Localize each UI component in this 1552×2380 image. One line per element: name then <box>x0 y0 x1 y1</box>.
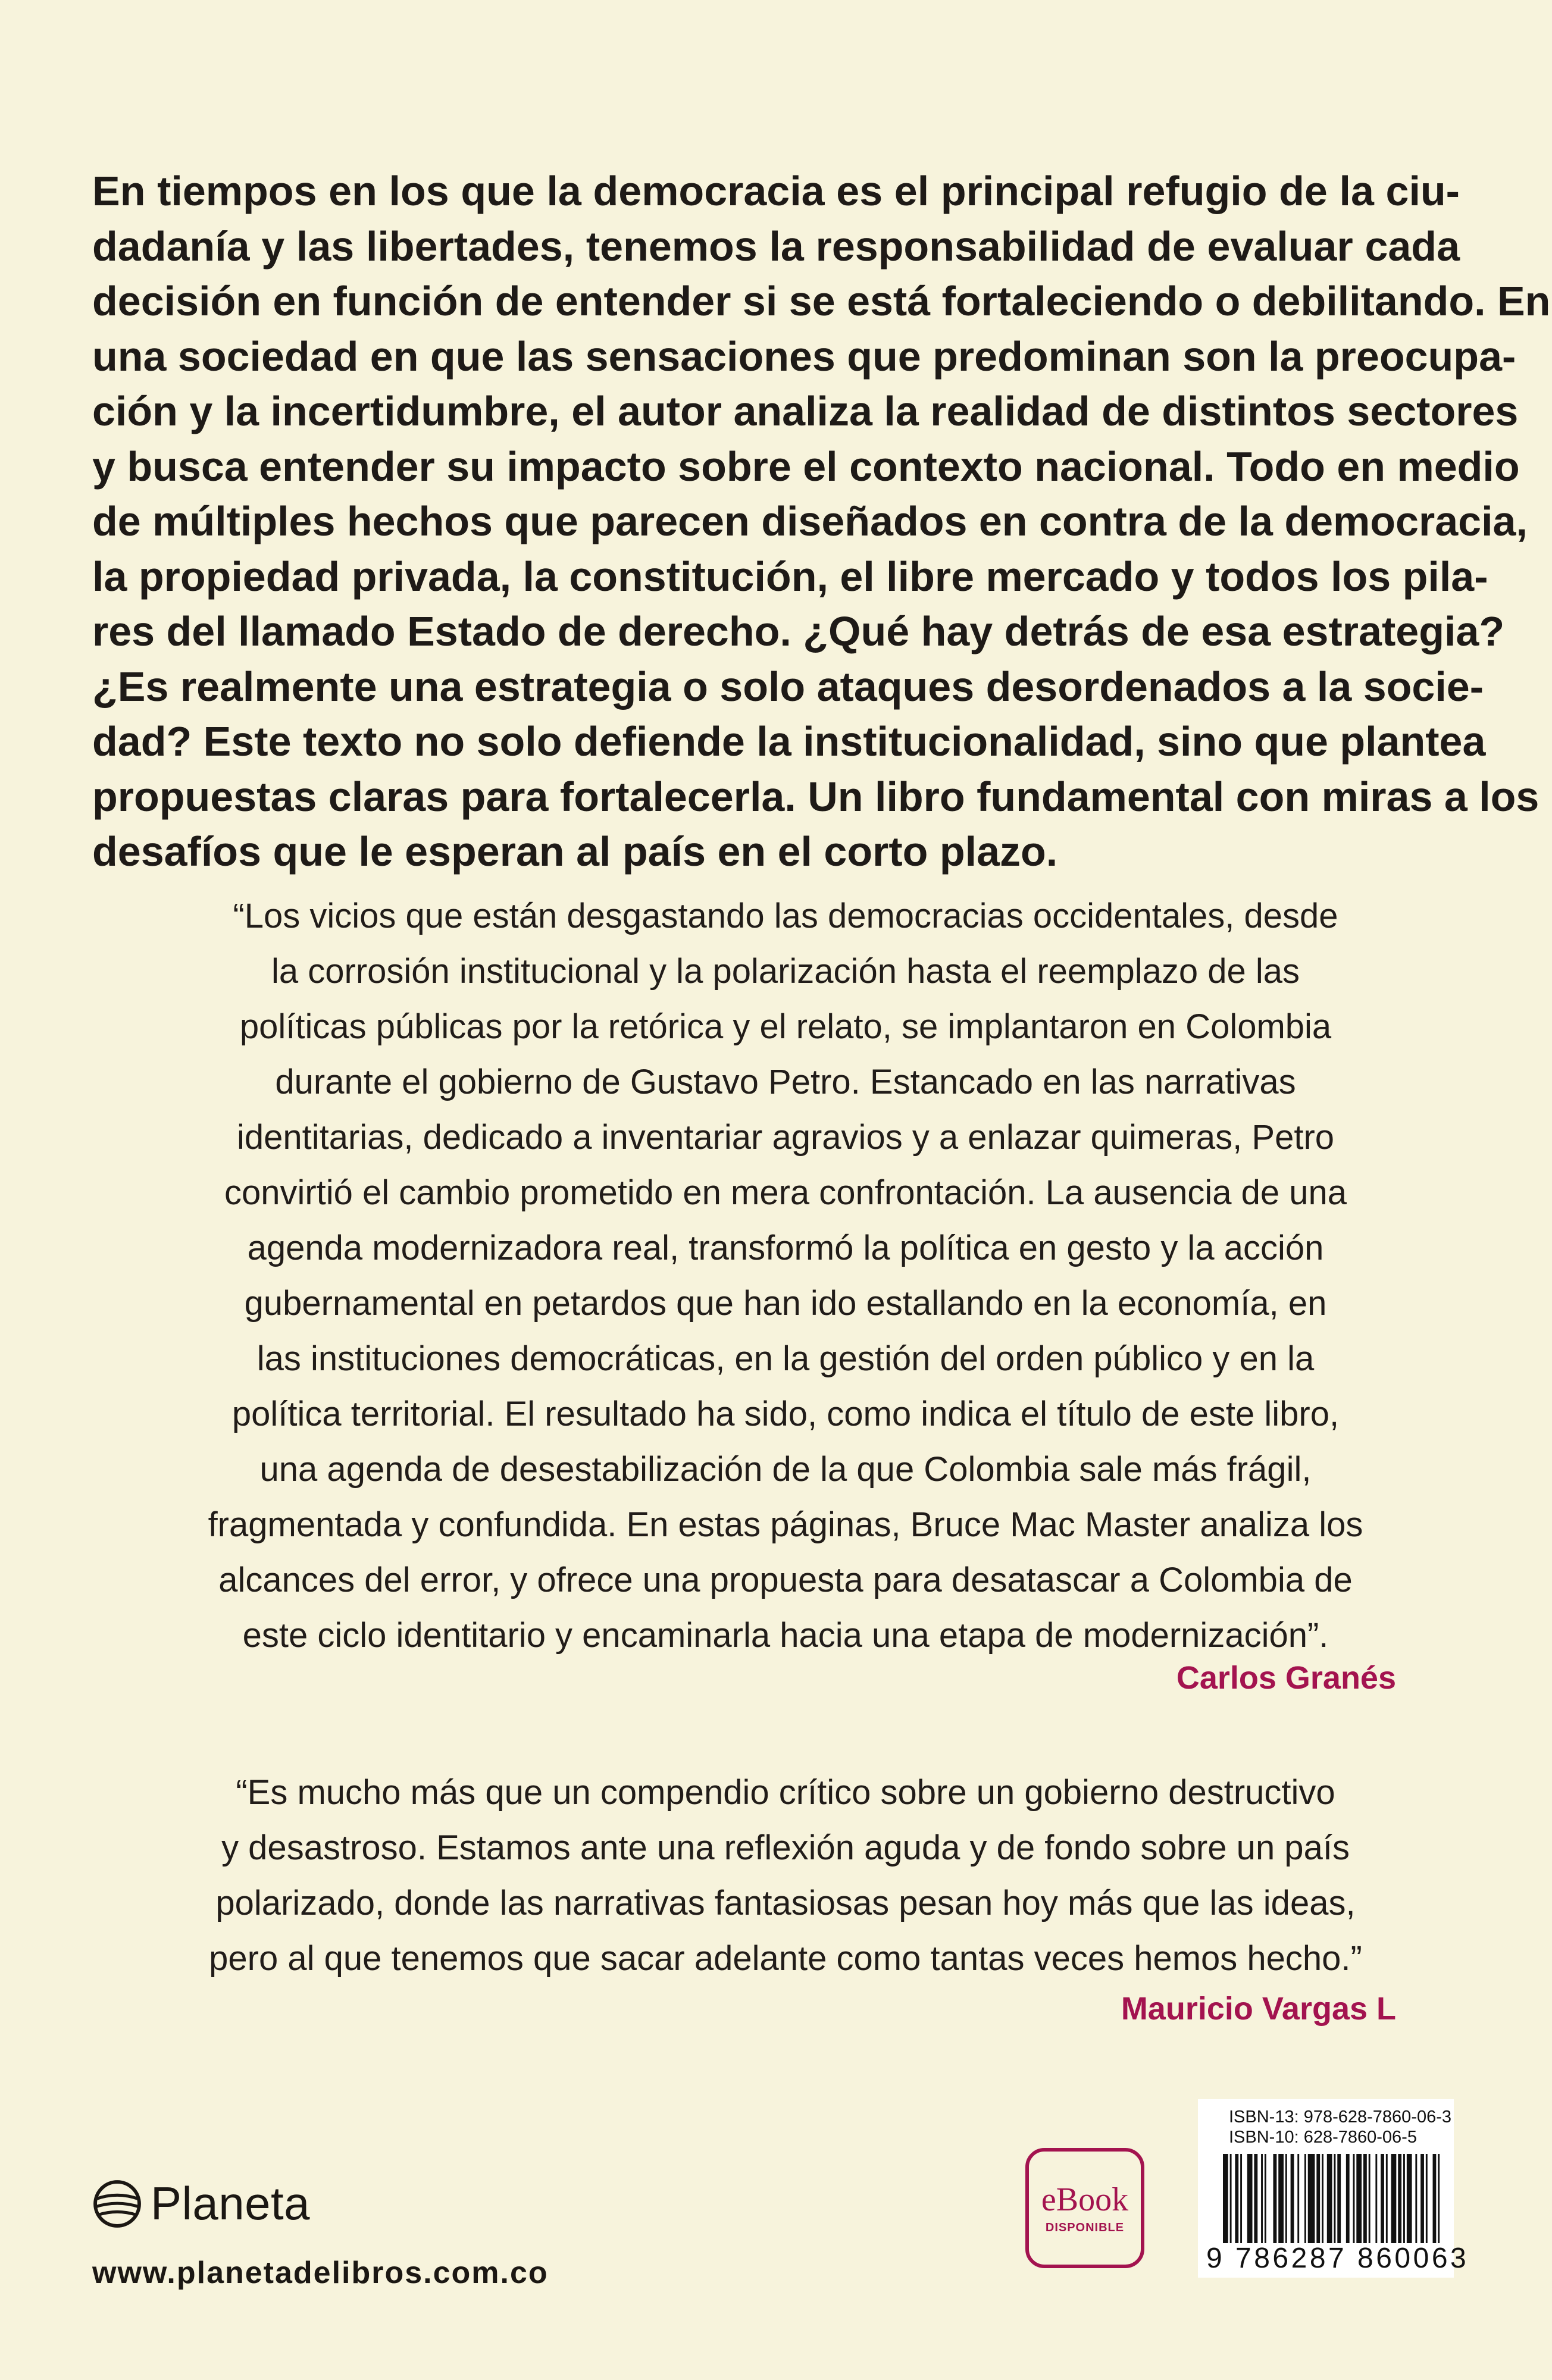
barcode-bar <box>1308 2154 1315 2243</box>
barcode-bar <box>1230 2154 1232 2243</box>
barcode-bar <box>1398 2154 1401 2243</box>
quote-line: polarizado, donde las narrativas fantasiosas pesan hoy más que las ideas, <box>215 1884 1356 1922</box>
blurb-line: res del llamado Estado de derecho. ¿Qué hay detrás de esa estrategia? <box>92 608 1505 654</box>
barcode-bar <box>1223 2154 1228 2243</box>
quote-line: identitarias, dedicado a inventariar agravios y a enlazar quimeras, Petro <box>236 1118 1335 1157</box>
blurb-line: dadanía y las libertades, tenemos la responsabilidad de evaluar cada <box>92 223 1460 270</box>
barcode-graphic <box>1223 2154 1443 2243</box>
quote-line: agenda modernizadora real, transformó la política en gesto y la acción <box>247 1229 1324 1267</box>
barcode-bar <box>1273 2154 1276 2243</box>
barcode-bar <box>1316 2154 1320 2243</box>
quote-line: “Es mucho más que un compendio crítico sobre un gobierno destructivo <box>236 1773 1335 1812</box>
barcode-bar <box>1356 2154 1362 2243</box>
barcode-bar <box>1291 2154 1294 2243</box>
blurb-line: decisión en función de entender si se está fortaleciendo o debilitando. En <box>92 278 1551 324</box>
planeta-globe-icon <box>92 2179 142 2229</box>
blurb-line: dad? Este texto no solo defiende la institucionalidad, sino que plantea <box>92 718 1486 765</box>
endorsement-quote-vargas <box>179 1765 1393 1986</box>
blurb-line: la propiedad privada, la constitución, el libre mercado y todos los pila- <box>92 553 1488 600</box>
barcode-bar <box>1415 2154 1417 2243</box>
blurb-line: propuestas claras para fortalecerla. Un libro fundamental con miras a los <box>92 773 1540 820</box>
isbn-13-label: ISBN-13: 978-628-7860-06-3 <box>1229 2107 1452 2127</box>
quote-line: una agenda de desestabilización de la que Colombia sale más frágil, <box>259 1450 1312 1489</box>
barcode-bar <box>1261 2154 1263 2243</box>
barcode-bar <box>1391 2154 1397 2243</box>
barcode-bar <box>1322 2154 1323 2243</box>
blurb-line: ¿Es realmente una estrategia o solo ataques desordenados a la socie- <box>92 663 1484 710</box>
barcode-bar <box>1235 2154 1238 2243</box>
barcode-bar <box>1438 2154 1440 2243</box>
barcode-bar <box>1285 2154 1287 2243</box>
barcode-bar <box>1375 2154 1377 2243</box>
isbn-barcode-box <box>1198 2099 1469 2278</box>
barcode-bar <box>1334 2154 1335 2243</box>
barcode-digits: 9 786287 860063 <box>1206 2243 1469 2274</box>
publisher-website: www.planetadelibros.com.co <box>92 2256 549 2290</box>
barcode-bar <box>1407 2154 1412 2243</box>
publisher-logo <box>92 2177 310 2231</box>
barcode-bar <box>1265 2154 1266 2243</box>
blurb-line: una sociedad en que las sensaciones que predominan son la preocupa- <box>92 333 1516 380</box>
barcode-bar <box>1381 2154 1384 2243</box>
quote-line: la corrosión institucional y la polarización hasta el reemplazo de las <box>271 952 1300 991</box>
barcode-bar <box>1254 2154 1257 2243</box>
barcode-bar <box>1353 2154 1355 2243</box>
ebook-available-badge <box>1025 2148 1144 2268</box>
barcode-bar <box>1433 2154 1437 2243</box>
back-cover-blurb <box>92 164 1551 879</box>
blurb-line: de múltiples hechos que parecen diseñados en contra de la democracia, <box>92 498 1528 544</box>
barcode-bar <box>1386 2154 1388 2243</box>
quote-line: durante el gobierno de Gustavo Petro. Estancado en las narrativas <box>275 1063 1296 1101</box>
quote-line: este ciclo identitario y encaminarla hacia una etapa de modernización”. <box>242 1616 1329 1655</box>
barcode-bar <box>1278 2154 1284 2243</box>
barcode-bar <box>1304 2154 1306 2243</box>
quote-line: gubernamental en petardos que han ido estallando en la economía, en <box>244 1284 1327 1323</box>
barcode-bar <box>1337 2154 1341 2243</box>
barcode-bar <box>1403 2154 1405 2243</box>
quote-line: fragmentada y confundida. En estas páginas, Bruce Mac Master analiza los <box>208 1505 1363 1544</box>
barcode-bar <box>1346 2154 1350 2243</box>
quote-author-vargas: Mauricio Vargas L <box>1121 1991 1396 2027</box>
publisher-name: Planeta <box>151 2177 311 2229</box>
quote-line: “Los vicios que están desgastando las democracias occidentales, desde <box>233 897 1338 935</box>
quote-line: alcances del error, y ofrece una propuesta para desatascar a Colombia de <box>218 1561 1353 1599</box>
barcode-bar <box>1426 2154 1428 2243</box>
ebook-badge-title: eBook <box>1041 2181 1129 2218</box>
barcode-bar <box>1297 2154 1299 2243</box>
quote-line: políticas públicas por la retórica y el relato, se implantaron en Colombia <box>239 1007 1332 1046</box>
quote-line: las instituciones democráticas, en la gestión del orden público y en la <box>256 1339 1315 1378</box>
blurb-line: y busca entender su impacto sobre el contexto nacional. Todo en medio <box>92 443 1520 490</box>
ebook-badge-subtitle: DISPONIBLE <box>1045 2221 1125 2234</box>
quote-line: y desastroso. Estamos ante una reflexión aguda y de fondo sobre un país <box>221 1828 1350 1867</box>
barcode-bar <box>1240 2154 1242 2243</box>
barcode-bar <box>1369 2154 1370 2243</box>
quote-line: pero al que tenemos que sacar adelante como tantas veces hemos hecho.” <box>209 1939 1362 1978</box>
quote-line: política territorial. El resultado ha sido, como indica el título de este libro, <box>231 1395 1340 1433</box>
barcode-bar <box>1247 2154 1253 2243</box>
barcode-bar <box>1420 2154 1424 2243</box>
blurb-line: desafíos que le esperan al país en el corto plazo. <box>92 828 1058 875</box>
isbn-10-label: ISBN-10: 628-7860-06-5 <box>1229 2128 1417 2147</box>
blurb-line: En tiempos en los que la democracia es el principal refugio de la ciu- <box>92 168 1460 214</box>
barcode-bar <box>1327 2154 1332 2243</box>
blurb-line: ción y la incertidumbre, el autor analiza la realidad de distintos sectores <box>92 388 1519 434</box>
quote-line: convirtió el cambio prometido en mera confrontación. La ausencia de una <box>224 1173 1347 1212</box>
barcode-bar <box>1363 2154 1367 2243</box>
quote-author-granes: Carlos Granés <box>1176 1660 1396 1696</box>
endorsement-quote-granes <box>179 888 1393 1663</box>
